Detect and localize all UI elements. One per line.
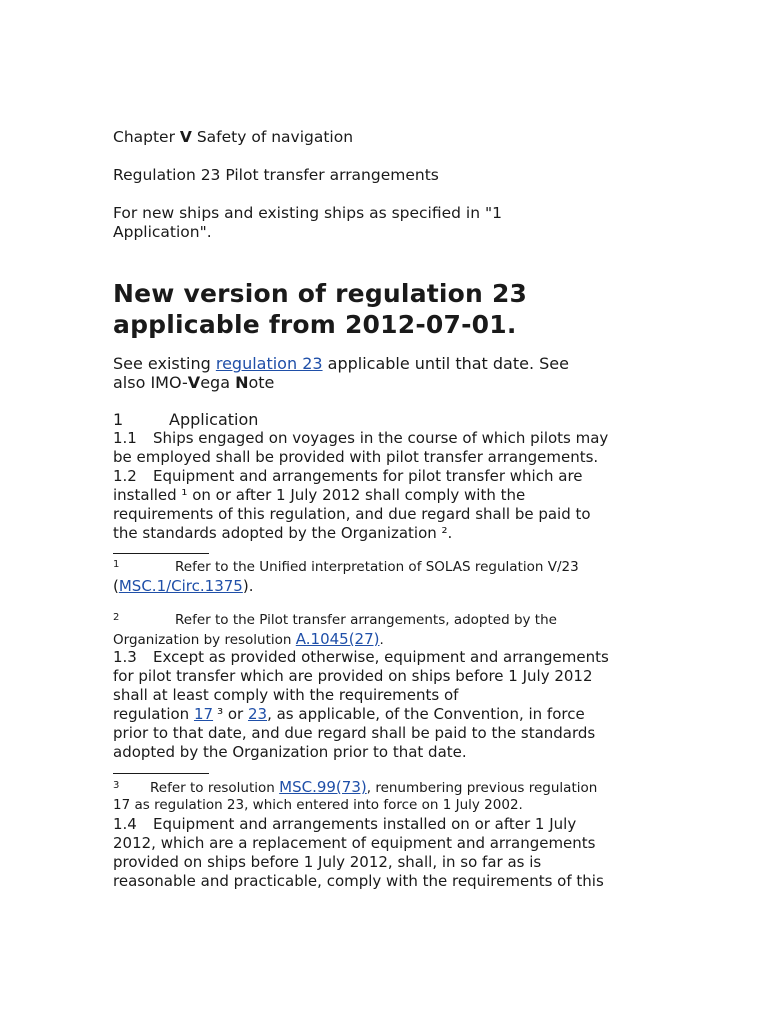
- footnote-3-line-2: 17 as regulation 23, which entered into force on 1 July 2002.: [113, 797, 523, 813]
- resolution-a1045-link[interactable]: A.1045(27): [295, 630, 380, 648]
- footnote-2-line-2: Organization by resolution A.1045(27).: [113, 630, 384, 648]
- para-1-2-line-1: 1.2 Equipment and arrangements for pilot transfer which are: [113, 467, 583, 485]
- footnote-rule-2: [113, 773, 209, 774]
- para-1-1-line-1: 1.1 Ships engaged on voyages in the course of which pilots may: [113, 429, 609, 447]
- version-headline-line-1: New version of regulation 23: [113, 279, 528, 308]
- regulation-title: Regulation 23 Pilot transfer arrangements: [113, 166, 439, 184]
- footnote-rule-1: [113, 553, 209, 554]
- regulation-17-link[interactable]: 17: [193, 705, 214, 723]
- para-1-4-line-4: reasonable and practicable, comply with the requirements of this: [113, 872, 604, 890]
- footnote-2-line-1: 2 Refer to the Pilot transfer arrangements, adopted by the: [113, 612, 557, 628]
- para-1-1-line-2: be employed shall be provided with pilot transfer arrangements.: [113, 448, 599, 466]
- footnote-1-line-2: (MSC.1/Circ.1375).: [113, 577, 254, 595]
- para-1-2-line-2: installed ¹ on or after 1 July 2012 shall comply with the: [113, 486, 526, 504]
- para-1-2-line-4: the standards adopted by the Organization ².: [113, 524, 453, 542]
- version-headline-line-2: applicable from 2012-07-01.: [113, 310, 517, 339]
- para-1-4-line-3: provided on ships before 1 July 2012, shall, in so far as is: [113, 853, 542, 871]
- scope-line-1: For new ships and existing ships as specified in "1: [113, 204, 502, 222]
- para-1-3-line-1: 1.3 Except as provided otherwise, equipment and arrangements: [113, 648, 609, 666]
- footnote-1-line-1: 1 Refer to the Unified interpretation of SOLAS regulation V/23: [113, 559, 579, 575]
- para-1-2-line-3: requirements of this regulation, and due regard shall be paid to: [113, 505, 591, 523]
- para-1-3-line-5: prior to that date, and due regard shall be paid to the standards: [113, 724, 596, 742]
- scope-line-2: Application".: [113, 223, 212, 241]
- para-1-3-line-2: for pilot transfer which are provided on ships before 1 July 2012: [113, 667, 593, 685]
- section-1-heading: 1 Application: [113, 410, 259, 429]
- para-1-4-line-2: 2012, which are a replacement of equipment and arrangements: [113, 834, 596, 852]
- regulation-23-inline-link[interactable]: 23: [247, 705, 268, 723]
- chapter-heading: Chapter V Safety of navigation: [113, 128, 354, 146]
- para-1-3-line-6: adopted by the Organization prior to that date.: [113, 743, 467, 761]
- existing-note-line-1: See existing regulation 23 applicable until that date. See: [113, 354, 569, 373]
- para-1-4-line-1: 1.4 Equipment and arrangements installed on or after 1 July: [113, 815, 577, 833]
- resolution-msc99-link[interactable]: MSC.99(73): [279, 778, 367, 796]
- msc-circ-1375-link[interactable]: MSC.1/Circ.1375: [118, 577, 243, 595]
- regulation-23-link[interactable]: regulation 23: [215, 354, 323, 373]
- existing-note-line-2: also IMO-Vega Note: [113, 373, 275, 392]
- para-1-3-line-3: shall at least comply with the requirements of: [113, 686, 459, 704]
- footnote-3-line-1: 3 Refer to resolution MSC.99(73), renumbering previous regulation: [113, 778, 598, 796]
- para-1-3-line-4: regulation 17 ³ or 23, as applicable, of the Convention, in force: [113, 705, 585, 723]
